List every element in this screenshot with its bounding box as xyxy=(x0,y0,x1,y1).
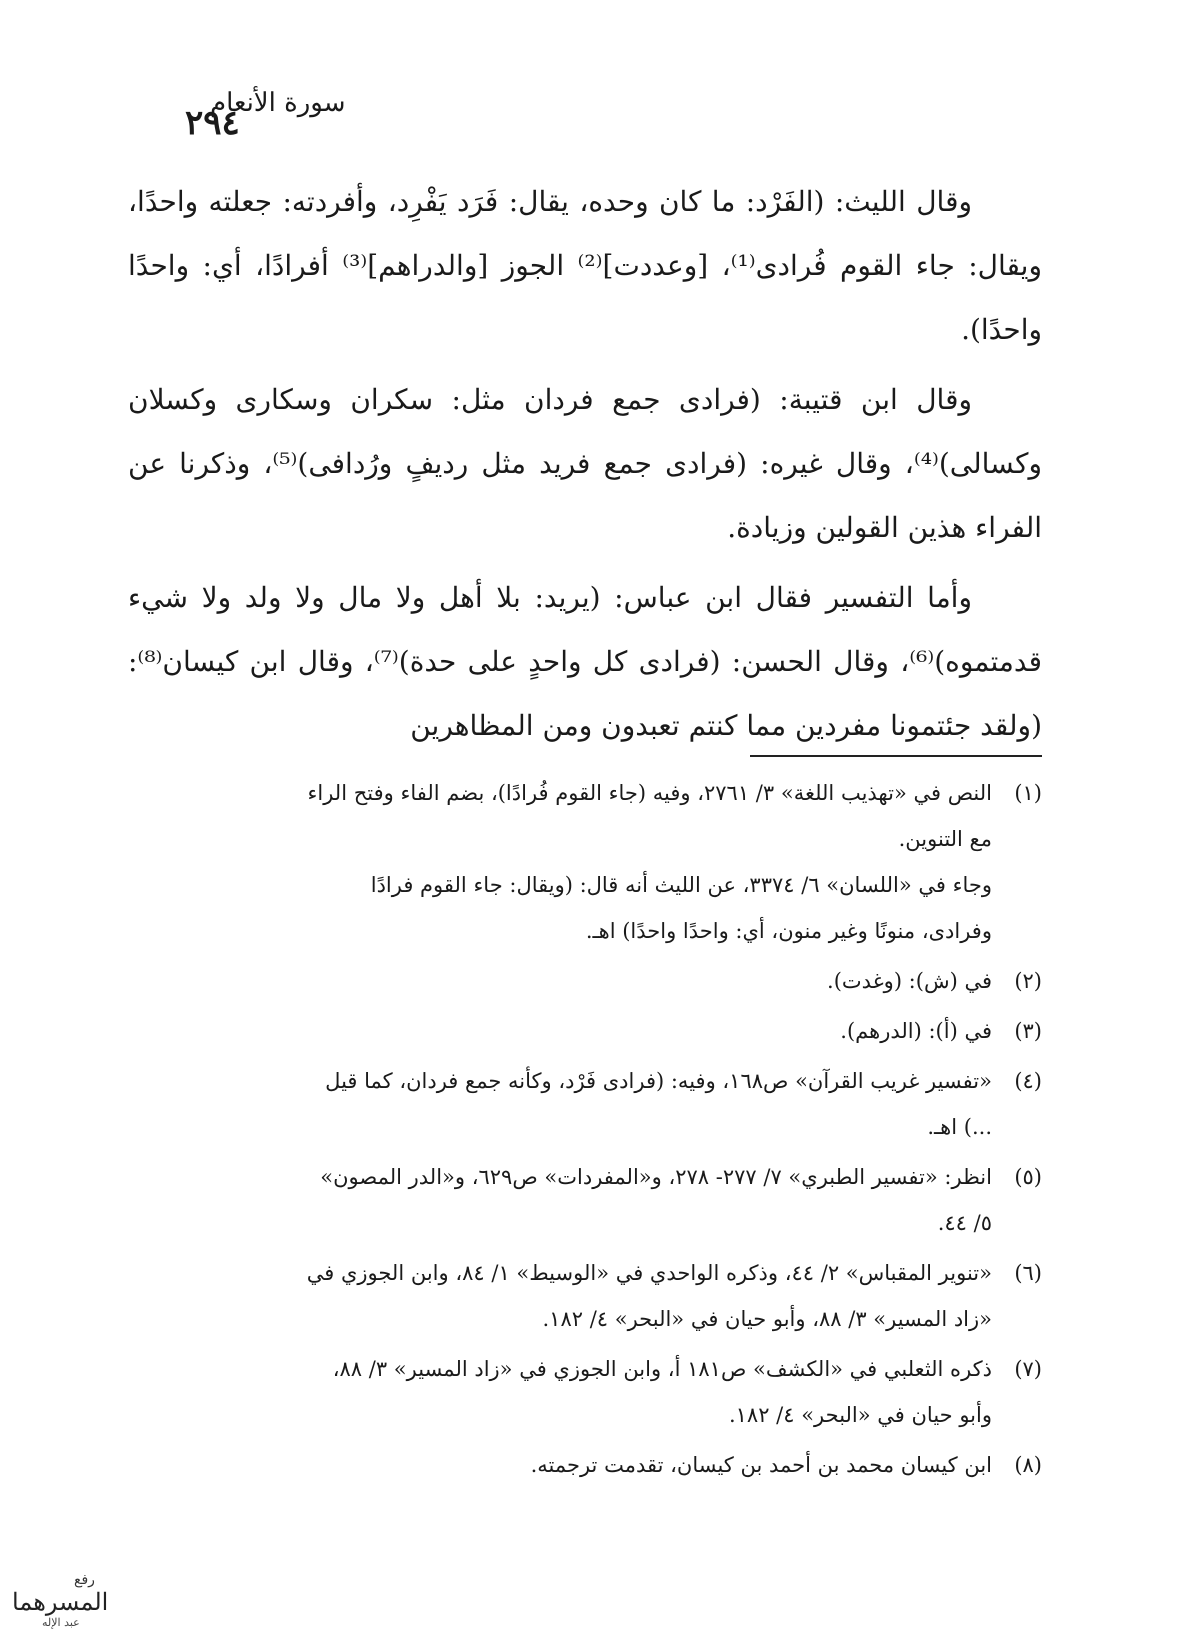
footnote xyxy=(128,958,1042,1004)
logo-text-bottom: عبد الإله xyxy=(42,1616,80,1629)
footnote-number: (٧) xyxy=(1014,1357,1042,1381)
footnote-line: مع التنوين. xyxy=(898,827,992,851)
footnote-line: «زاد المسير» ٣/ ٨٨، وأبو حيان في «البحر» ٤/ ١٨٢. xyxy=(542,1307,992,1331)
footnotes xyxy=(128,770,1042,1492)
main-text xyxy=(128,170,1042,764)
footnote-line: «تفسير غريب القرآن» ص١٦٨، وفيه: (فرادى فَرْد، وكأنه جمع فردان، كما قيل xyxy=(325,1069,992,1093)
footnote-line: ...) اهـ. xyxy=(927,1115,992,1139)
footnote-number: (٨) xyxy=(1014,1453,1042,1477)
footnote xyxy=(128,1058,1042,1150)
footnote-number: (٥) xyxy=(1014,1165,1042,1189)
footnote xyxy=(128,1442,1042,1488)
footnote xyxy=(128,1346,1042,1438)
footnote-line: وفرادى، منونًا وغير منون، أي: واحدًا واحدًا) اهـ. xyxy=(585,919,992,943)
logo-text-top: رفع xyxy=(74,1572,95,1588)
footnote-line: في (أ): (الدرهم). xyxy=(840,1019,992,1043)
footnote xyxy=(128,770,1042,954)
footnote-line: النص في «تهذيب اللغة» ٣/ ٢٧٦١، وفيه (جاء القوم فُرادًا)، بضم الفاء وفتح الراء xyxy=(307,781,992,805)
footnote-number: (٣) xyxy=(1014,1019,1042,1043)
footnote-line: وجاء في «اللسان» ٦/ ٣٣٧٤، عن الليث أنه قال: (ويقال: جاء القوم فرادًا xyxy=(370,873,992,897)
paragraph: وقال الليث: (الفَرْد: ما كان وحده، يقال: فَرَد يَفْرِد، وأفردته: جعلته واحدًا، ويقال: جاء القوم فُرادى⁽¹⁾، [وعددت]⁽²⁾ الجوز [والدراهم]⁽³⁾ أفرادًا، أي: واحدًا واحدًا). xyxy=(128,185,1042,346)
footnote xyxy=(128,1008,1042,1054)
running-head: سورة الأنعام xyxy=(210,88,346,118)
page-number: ٢٩٤ xyxy=(185,103,240,143)
footnote-line: «تنوير المقباس» ٢/ ٤٤، وذكره الواحدي في «الوسيط» ١/ ٨٤، وابن الجوزي في xyxy=(306,1261,992,1285)
footnote xyxy=(128,1154,1042,1246)
publisher-logo xyxy=(4,1568,124,1630)
footnote-number: (٤) xyxy=(1014,1069,1042,1093)
footnote-line: ٥/ ٤٤. xyxy=(937,1211,992,1235)
footnote xyxy=(128,1250,1042,1342)
footnote-separator xyxy=(750,755,1042,757)
footnote-line: ابن كيسان محمد بن أحمد بن كيسان، تقدمت ترجمته. xyxy=(530,1453,992,1477)
logo-text-main: المسرهما xyxy=(12,1588,109,1616)
footnote-line: في (ش): (وغدت). xyxy=(827,969,992,993)
footnote-line: انظر: «تفسير الطبري» ٧/ ٢٧٧- ٢٧٨، و«المفردات» ص٦٢٩، و«الدر المصون» xyxy=(320,1165,992,1189)
footnote-line: وأبو حيان في «البحر» ٤/ ١٨٢. xyxy=(728,1403,992,1427)
paragraph: وقال ابن قتيبة: (فرادى جمع فردان مثل: سكران وسكارى وكسلان وكسالى)⁽⁴⁾، وقال غيره: (فرادى جمع فريد مثل رديفٍ ورُدافى)⁽⁵⁾، وذكرنا عن الفراء هذين القولين وزيادة. xyxy=(128,383,1042,544)
footnote-number: (١) xyxy=(1014,781,1042,805)
footnote-line: ذكره الثعلبي في «الكشف» ص١٨١ أ، وابن الجوزي في «زاد المسير» ٣/ ٨٨، xyxy=(332,1357,992,1381)
footnote-number: (٦) xyxy=(1014,1261,1042,1285)
footnote-number: (٢) xyxy=(1014,969,1042,993)
paragraph: وأما التفسير فقال ابن عباس: (يريد: بلا أهل ولا مال ولا ولد ولا شيء قدمتموه)⁽⁶⁾، وقال الحسن: (فرادى كل واحدٍ على حدة)⁽⁷⁾، وقال ابن كيسان⁽⁸⁾: (ولقد جئتمونا مفردين مما كنتم تعبدون ومن المظاهرين xyxy=(128,581,1042,742)
